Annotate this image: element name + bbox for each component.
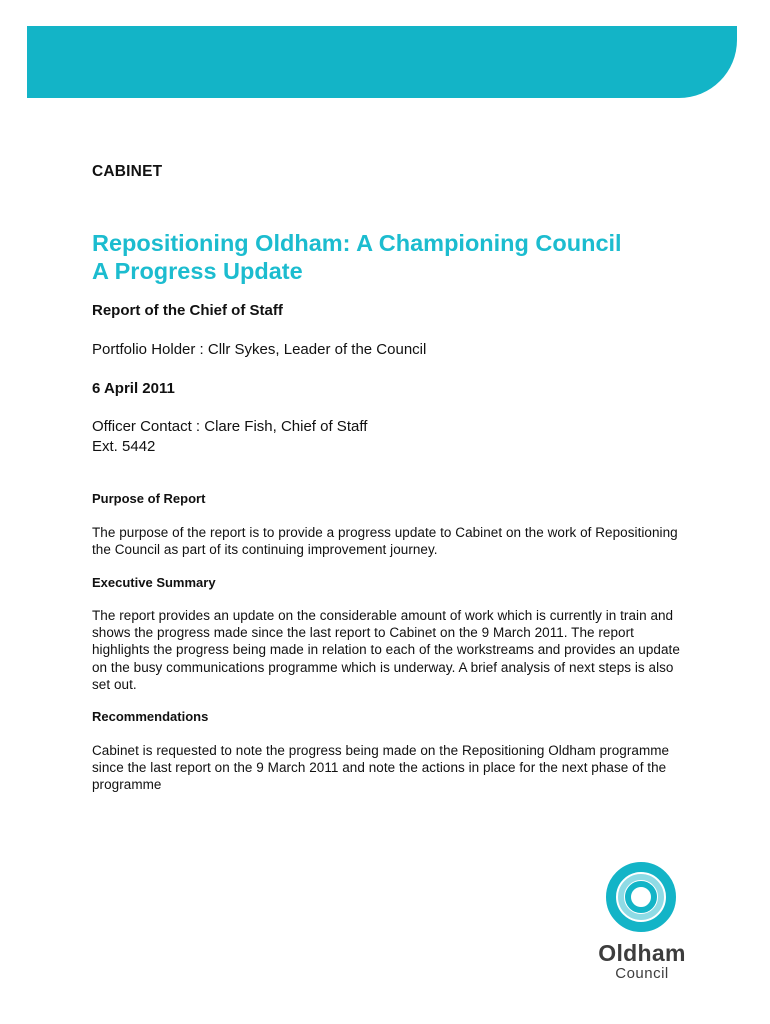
report-title-line-1: Repositioning Oldham: A Championing Council: [92, 230, 622, 256]
logo-wordmark: Oldham: [598, 940, 686, 966]
portfolio-holder: Portfolio Holder : Cllr Sykes, Leader of the Council: [92, 341, 427, 358]
officer-contact: Officer Contact : Clare Fish, Chief of Staff: [92, 418, 368, 435]
header-banner: [27, 26, 737, 98]
report-title-line-2: A Progress Update: [92, 258, 303, 284]
purpose-body: The purpose of the report is to provide a progress update to Cabinet on the work of Repositioning the Council as part of its continuing improvement journey.: [92, 525, 678, 558]
officer-contact-block: [92, 417, 367, 457]
oldham-council-logo: [587, 862, 697, 982]
report-author: Report of the Chief of Staff: [92, 302, 283, 319]
report-date: 6 April 2011: [92, 380, 175, 397]
recommendations-heading: Recommendations: [92, 709, 209, 724]
report-title: [92, 229, 732, 285]
purpose-heading: Purpose of Report: [92, 491, 206, 506]
summary-body: The report provides an update on the considerable amount of work which is currently in train and shows the progress made since the last report to Cabinet on the 9 March 2011. The report highlights the progress being made in relation to each of the workstreams and provides an update on the busy communications programme which is underway. A brief analysis of next steps is also set out.: [92, 608, 680, 692]
recommendations-body: Cabinet is requested to note the progress being made on the Repositioning Oldham programme since the last report on the 9 March 2011 and note the actions in place for the next phase of the programme: [92, 743, 670, 793]
oldham-ring-logo-icon: [606, 862, 676, 932]
committee-label: CABINET: [92, 163, 163, 180]
contact-extension: Ext. 5442: [92, 438, 156, 455]
summary-heading: Executive Summary: [92, 575, 216, 590]
logo-subtitle: Council: [615, 965, 669, 982]
